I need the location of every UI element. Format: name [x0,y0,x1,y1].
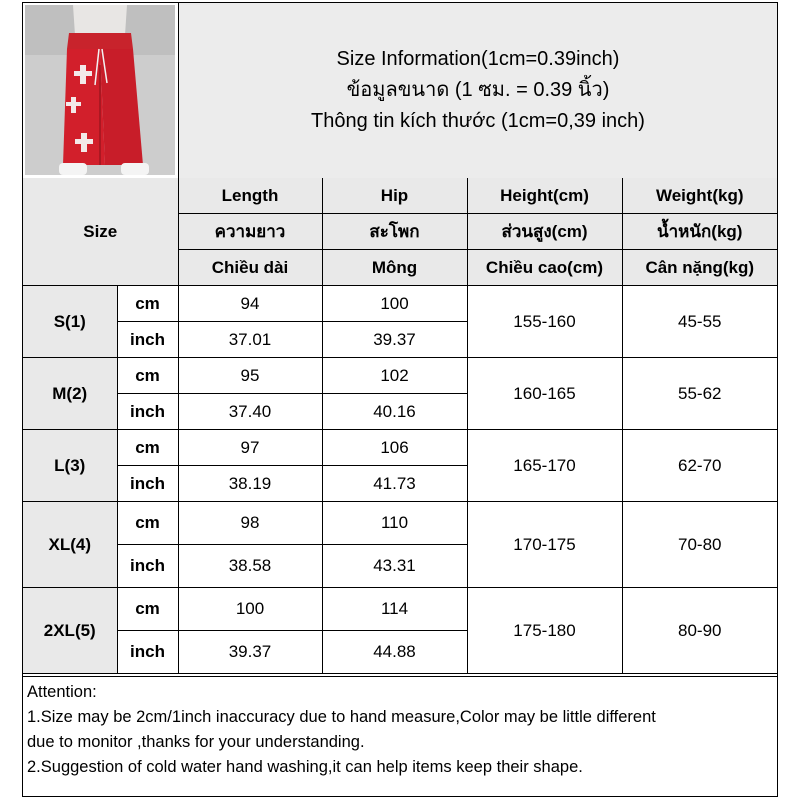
length-inch: 39.37 [178,631,322,674]
col-header-hip-thai: สะโพก [322,214,467,250]
hip-inch: 44.88 [322,631,467,674]
weight-range: 62-70 [622,430,777,502]
size-info-title-block [178,3,777,178]
unit-inch: inch [117,545,178,588]
weight-range: 45-55 [622,286,777,358]
unit-inch: inch [117,322,178,358]
hip-cm: 106 [322,430,467,466]
weight-range: 55-62 [622,358,777,430]
col-header-hip-vi: Mông [322,250,467,286]
length-inch: 37.40 [178,394,322,430]
col-header-height: Height(cm) [467,178,622,214]
attention-note-2: 2.Suggestion of cold water hand washing,it can help items keep their shape. [27,758,583,776]
attention-note-1: 1.Size may be 2cm/1inch inaccuracy due to hand measure,Color may be little different [27,708,656,726]
col-header-length-thai: ความยาว [178,214,322,250]
hip-inch: 40.16 [322,394,467,430]
chart-header [23,3,777,179]
hip-cm: 100 [322,286,467,322]
col-header-hip: Hip [322,178,467,214]
unit-cm: cm [117,358,178,394]
height-range: 170-175 [467,502,622,588]
unit-inch: inch [117,466,178,502]
col-header-weight-vi: Cân nặng(kg) [622,250,777,286]
unit-inch: inch [117,394,178,430]
col-header-height-vi: Chiều cao(cm) [467,250,622,286]
title-english: Size Information(1cm=0.39inch) [336,48,620,70]
table-row [23,430,777,466]
hip-inch: 39.37 [322,322,467,358]
size-label: L(3) [23,430,117,502]
length-cm: 98 [178,502,322,545]
length-inch: 37.01 [178,322,322,358]
col-header-length: Length [178,178,322,214]
length-cm: 100 [178,588,322,631]
unit-cm: cm [117,502,178,545]
weight-range: 80-90 [622,588,777,674]
hip-inch: 43.31 [322,545,467,588]
size-column-header: Size [23,178,178,286]
attention-notes [23,676,777,796]
size-chart-sheet [22,2,778,797]
length-cm: 94 [178,286,322,322]
length-inch: 38.58 [178,545,322,588]
col-header-height-thai: ส่วนสูง(cm) [467,214,622,250]
col-header-length-vi: Chiều dài [178,250,322,286]
title-vietnamese: Thông tin kích thước (1cm=0,39 inch) [311,110,645,132]
table-row [23,286,777,322]
product-photo [25,5,175,175]
weight-range: 70-80 [622,502,777,588]
table-row [23,358,777,394]
size-label: M(2) [23,358,117,430]
unit-inch: inch [117,631,178,674]
title-thai: ข้อมูลขนาด (1 ซม. = 0.39 นิ้ว) [346,79,610,101]
col-header-weight: Weight(kg) [622,178,777,214]
height-range: 175-180 [467,588,622,674]
table-row [23,588,777,631]
unit-cm: cm [117,430,178,466]
height-range: 155-160 [467,286,622,358]
length-cm: 95 [178,358,322,394]
height-range: 165-170 [467,430,622,502]
length-inch: 38.19 [178,466,322,502]
col-header-weight-thai: น้ำหนัก(kg) [622,214,777,250]
unit-cm: cm [117,588,178,631]
hip-cm: 110 [322,502,467,545]
unit-cm: cm [117,286,178,322]
hip-cm: 102 [322,358,467,394]
size-table [23,178,777,674]
attention-note-1-cont: due to monitor ,thanks for your understanding. [27,733,365,751]
size-label: 2XL(5) [23,588,117,674]
size-label: S(1) [23,286,117,358]
red-pants-image [25,5,175,175]
attention-heading: Attention: [27,683,97,701]
hip-cm: 114 [322,588,467,631]
hip-inch: 41.73 [322,466,467,502]
size-label: XL(4) [23,502,117,588]
height-range: 160-165 [467,358,622,430]
table-row [23,502,777,545]
header-row-english [23,178,777,214]
length-cm: 97 [178,430,322,466]
